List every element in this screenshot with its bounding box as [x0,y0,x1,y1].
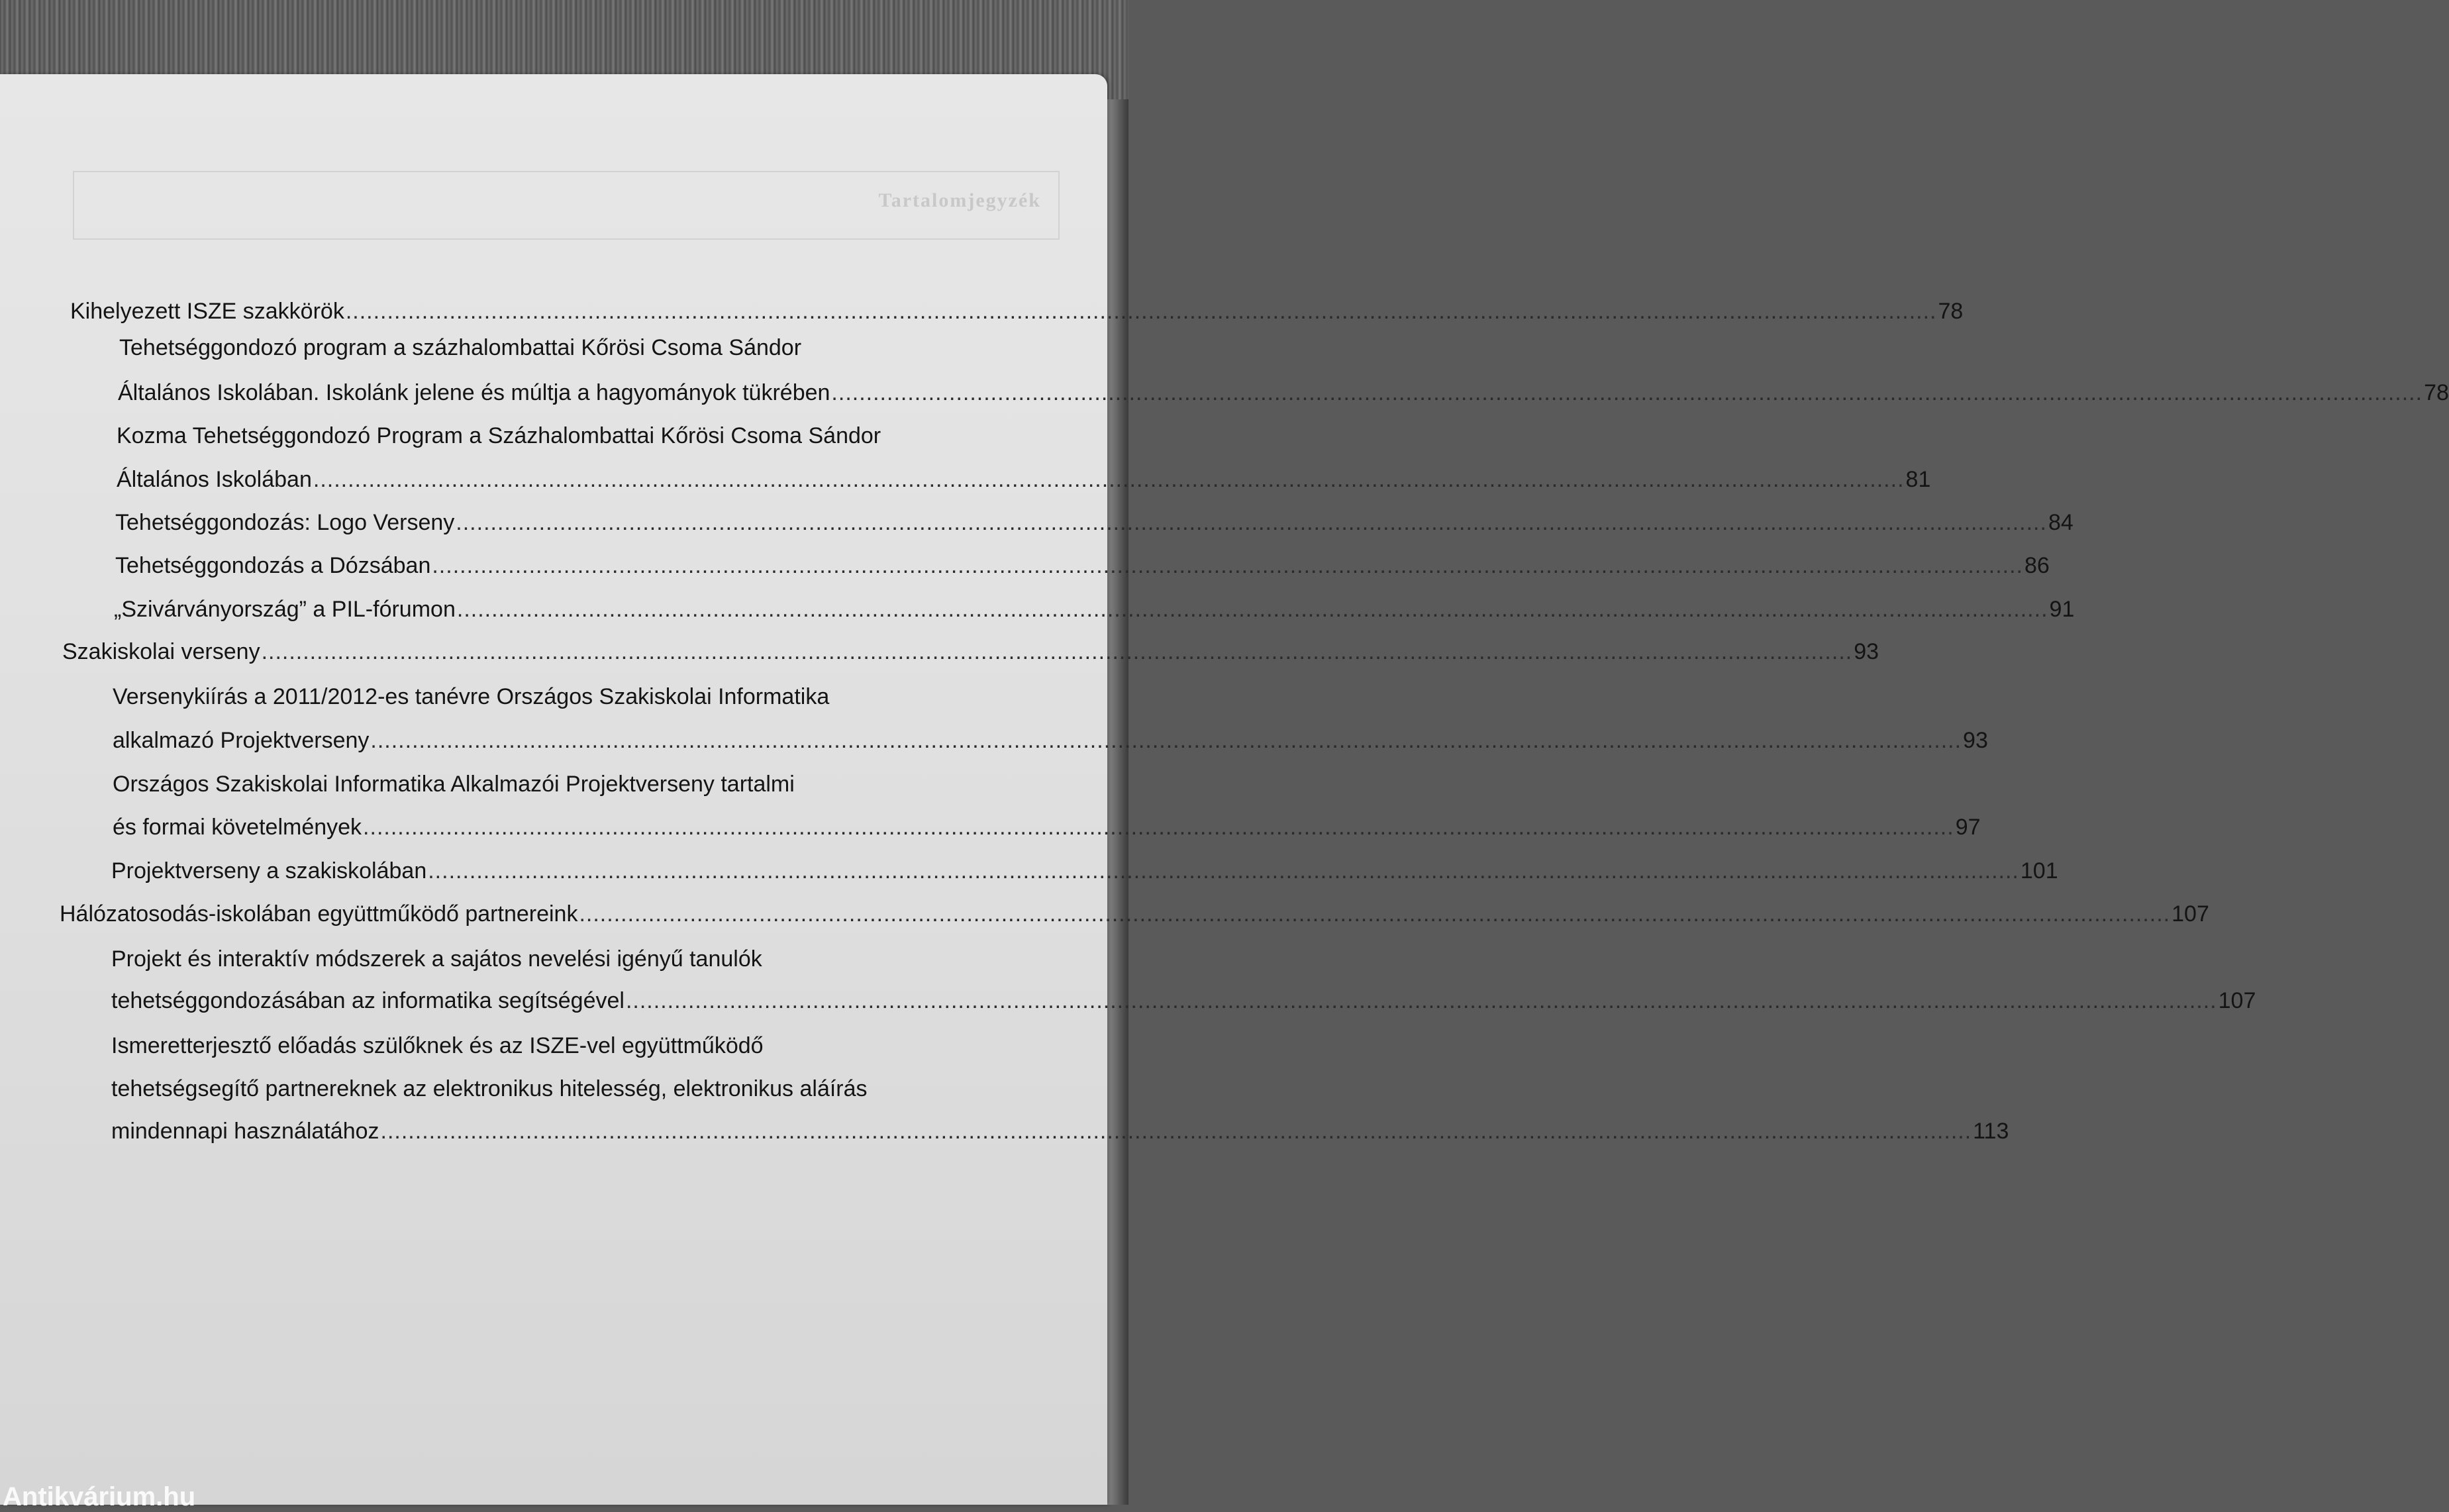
toc-entry [115,551,2050,580]
toc-entry-page: 93 [1963,728,1988,753]
toc-entry [113,813,1981,842]
toc-entry-page: 93 [1854,639,1879,664]
toc-entry-page: 91 [2049,597,2075,622]
toc-entry-continuation: Országos Szakiskolai Informatika Alkalmazói Projektverseny tartalmi [113,772,795,797]
toc-leader-dots: ...................................................................................................................................................................................................................................... [456,510,2047,535]
toc-entry-title: és formai követelmények [113,815,362,840]
toc-entry-page: 107 [2218,988,2256,1013]
toc-entry-title: Szakiskolai verseny [62,639,260,664]
toc-entry [111,1117,2009,1146]
toc-entry-page: 101 [2020,858,2058,883]
toc-leader-dots: ...................................................................................................................................................................................................................................... [625,988,2217,1013]
toc-entry-title: Hálózatosodás-iskolában együttműködő partnereink [60,901,578,927]
toc-entry [114,595,2075,624]
toc-entry-page: 97 [1955,815,1981,840]
toc-entry-title: Kihelyezett ISZE szakkörök [70,299,344,324]
toc-entry [111,856,2058,885]
toc-entry-title: mindennapi használatához [111,1119,379,1144]
toc-leader-dots: ...................................................................................................................................................................................................................................... [579,901,2171,927]
toc-entry [62,637,1879,666]
toc-entry [111,986,2256,1015]
toc-entry [115,508,2074,537]
toc-entry-continuation: Kozma Tehetséggondozó Program a Százhalombattai Kőrösi Csoma Sándor [117,423,881,448]
toc-entry-title: Általános Iskolában. Iskolánk jelene és múltja a hagyományok tükrében [118,380,830,405]
toc-entry-page: 78 [2424,380,2449,405]
toc-leader-dots: ...................................................................................................................................................................................................................................... [428,858,2019,883]
toc-entry-page: 107 [2172,901,2209,927]
toc-entry-page: 86 [2024,553,2050,578]
toc-entry-title: Tehetséggondozás: Logo Verseny [115,510,455,535]
toc-leader-dots: ...................................................................................................................................................................................................................................... [370,728,1962,753]
toc-entry [70,297,1964,326]
toc-entry [117,465,1931,494]
toc-entry-continuation: tehetségsegítő partnereknek az elektronikus hitelesség, elektronikus aláírás [111,1076,868,1101]
toc-entry [60,899,2209,929]
toc-entry-continuation: Versenykiírás a 2011/2012-es tanévre Országos Szakiskolai Informatika [113,684,830,709]
toc-entry-title: „Szivárványország” a PIL-fórumon [114,597,456,622]
toc-leader-dots: ...................................................................................................................................................................................................................................... [345,299,1937,324]
toc-entry-continuation: Projekt és interaktív módszerek a sajátos nevelési igényű tanulók [111,946,762,972]
toc-leader-dots: ...................................................................................................................................................................................................................................... [313,467,1905,492]
running-header-title: Tartalomjegyzék [878,189,1041,211]
toc-entry-page: 78 [1938,299,1964,324]
toc-leader-dots: ...................................................................................................................................................................................................................................... [363,815,1954,840]
toc-entry-page: 84 [2048,510,2074,535]
toc-entry-continuation: Tehetséggondozó program a százhalombattai Kőrösi Csoma Sándor [119,335,802,360]
toc-entry [113,726,1988,755]
toc-entry-page: 81 [1905,467,1931,492]
toc-entry-title: tehetséggondozásában az informatika segítségével [111,988,625,1013]
toc-leader-dots: ...................................................................................................................................................................................................................................... [432,553,2024,578]
toc-entry [118,378,2449,407]
toc-leader-dots: ...................................................................................................................................................................................................................................... [261,639,1853,664]
toc-entry-title: Projektverseny a szakiskolában [111,858,427,883]
watermark-logo: Antikvárium.hu [3,1482,196,1511]
toc-entry-title: alkalmazó Projektverseny [113,728,370,753]
toc-leader-dots: ...................................................................................................................................................................................................................................... [456,597,2048,622]
toc-entry-title: Tehetséggondozás a Dózsában [115,553,431,578]
toc-leader-dots: ...................................................................................................................................................................................................................................... [831,380,2423,405]
toc-leader-dots: ...................................................................................................................................................................................................................................... [380,1119,1972,1144]
toc-entry-continuation: Ismeretterjesztő előadás szülőknek és az ISZE-vel együttműködő [111,1033,764,1058]
toc-entry-title: Általános Iskolában [117,467,312,492]
toc-entry-page: 113 [1973,1119,2009,1144]
